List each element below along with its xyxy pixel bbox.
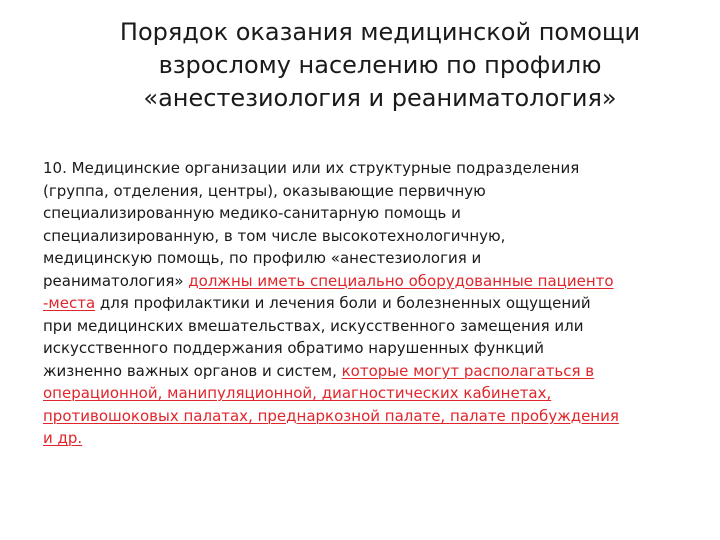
body-line (43, 292, 683, 315)
body-line: 10. Медицинские организации или их структурные подразделения (43, 159, 580, 177)
body-text-segment: реаниматология» (43, 271, 189, 290)
title-line: «анестезиология и реаниматология» (143, 84, 617, 112)
highlighted-text-segment: противошоковых палатах, преднаркозной палате, палате пробуждения (43, 406, 619, 425)
highlighted-text-segment: -места (43, 294, 96, 312)
body-line: медицинскую помощь, по профилю «анестезиология и (43, 249, 482, 267)
highlighted-text-segment: и др. (43, 429, 83, 447)
title-line: взрослому населению по профилю (158, 51, 602, 79)
body-text-segment: для профилактики и лечения боли и болезненных ощущений (95, 294, 591, 312)
body-line (43, 360, 683, 383)
body-line (43, 427, 683, 450)
body-line: специализированную, в том числе высокотехнологичную, (43, 226, 506, 245)
body-paragraph (43, 157, 683, 450)
body-line: при медицинских вмешательствах, искусственного замещения или (43, 316, 584, 335)
highlighted-text-segment: которые могут располагаться в (341, 361, 595, 380)
highlighted-text-segment: операционной, манипуляционной, диагностических кабинетах, (43, 384, 552, 402)
body-line: специализированную медико-санитарную помощь и (43, 204, 461, 222)
slide-title (70, 16, 690, 115)
body-line: (группа, отделения, центры), оказывающие первичную (43, 181, 486, 200)
body-text-segment: жизненно важных органов и систем, (43, 361, 342, 380)
body-line (43, 382, 683, 405)
body-line (43, 405, 683, 428)
body-line: искусственного поддержания обратимо нарушенных функций (43, 339, 544, 357)
body-line (43, 270, 683, 293)
title-line: Порядок оказания медицинской помощи (119, 18, 641, 46)
highlighted-text-segment: должны иметь специально оборудованные пациенто (188, 271, 614, 290)
